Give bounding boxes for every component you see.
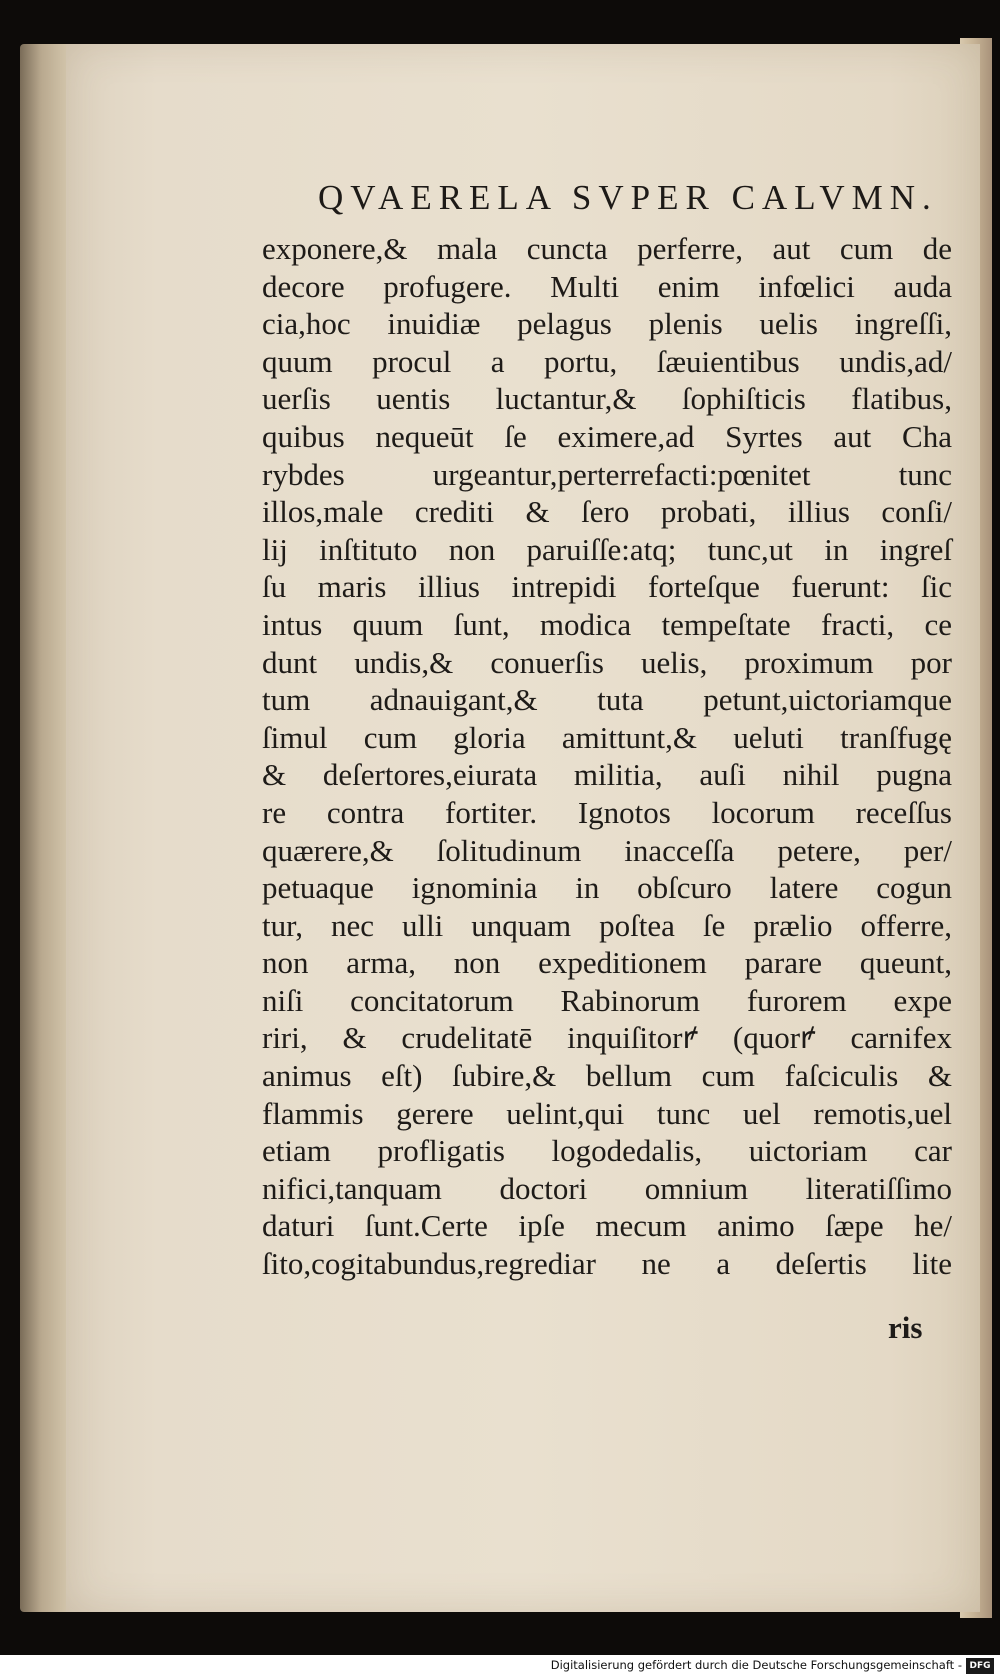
text-line: rybdes urgeantur,perterrefacti:pœnitet tunc <box>262 456 952 492</box>
body-text <box>262 230 952 1283</box>
text-line: lij inſtituto non paruiſſe:atq; tunc,ut in ingreſ <box>262 531 952 567</box>
footer-bar <box>0 1655 1000 1678</box>
text-line: etiam profligatis logodedalis, uictoriam car <box>262 1133 952 1169</box>
text-line: cia,hoc inuidiæ pelagus plenis uelis ingreſſi, <box>262 306 952 342</box>
text-line: ſito,cogitabundus,regrediar ne a deſertis lite <box>262 1246 952 1282</box>
text-line: quærere,& ſolitudinum inacceſſa petere, per/ <box>262 832 952 868</box>
text-line: niſi concitatorum Rabinorum furorem expe <box>262 982 952 1018</box>
text-line: petuaque ignominia in obſcuro latere cogun <box>262 870 952 906</box>
text-line: re contra fortiter. Ignotos locorum receſſus <box>262 794 952 830</box>
text-line: tur, nec ulli unquam poſtea ſe prælio offerre, <box>262 907 952 943</box>
text-line: decore profugere. Multi enim infœlici auda <box>262 268 952 304</box>
text-line: exponere,& mala cuncta perferre, aut cum de <box>262 231 952 266</box>
running-head: QVAERELA SVPER CALVMN. <box>318 178 938 217</box>
text-line: tum adnauigant,& tuta petunt,uictoriamque <box>262 682 952 718</box>
text-line: dunt undis,& conuerſis uelis, proximum por <box>262 644 952 680</box>
text-line: non arma, non expeditionem parare queunt, <box>262 945 952 981</box>
text-line: ſu maris illius intrepidi forteſque fuerunt: ſic <box>262 569 952 605</box>
text-line: animus eſt) ſubire,& bellum cum faſciculis & <box>262 1058 952 1094</box>
text-line: flammis gerere uelint,qui tunc uel remotis,uel <box>262 1095 952 1131</box>
text-line: ſimul cum gloria amittunt,& ueluti tranſfugę <box>262 719 952 755</box>
text-line: illos,male crediti & ſero probati, illius conſi/ <box>262 494 952 530</box>
text-line: intus quum ſunt, modica tempeſtate fracti, ce <box>262 606 952 642</box>
text-line: daturi ſunt.Certe ipſe mecum animo ſæpe he/ <box>262 1208 952 1244</box>
text-line: uerſis uentis luctantur,& ſophiſticis flatibus, <box>262 381 952 417</box>
catchword: ris <box>888 1310 923 1345</box>
text-line: riri, & crudelitatē inquiſitorꝵ (quorꝵ carnifex <box>262 1020 952 1056</box>
text-line: quibus nequeūt ſe eximere,ad Syrtes aut Cha <box>262 418 952 454</box>
text-line: & deſertores,eiurata militia, auſi nihil pugna <box>262 757 952 793</box>
dfg-logo: DFG <box>966 1658 994 1674</box>
text-line: nifici,tanquam doctori omnium literatiſſimo <box>262 1170 952 1206</box>
funding-notice: Digitalisierung gefördert durch die Deutsche Forschungsgemeinschaft - <box>550 1658 962 1672</box>
text-line: quum procul a portu, ſæuientibus undis,ad/ <box>262 343 952 379</box>
